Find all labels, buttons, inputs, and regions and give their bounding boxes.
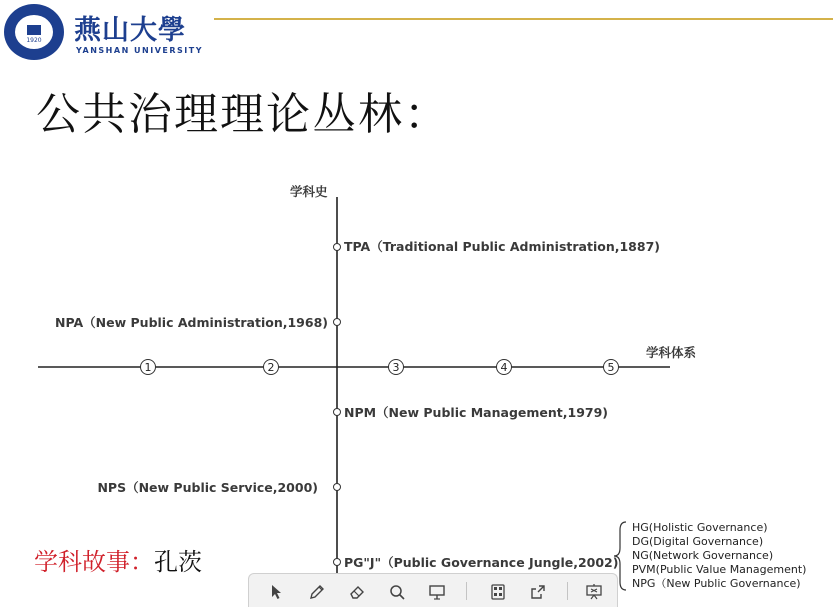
horizontal-axis-label: 学科体系 (646, 345, 697, 360)
npa-marker (334, 319, 341, 326)
entry-npm: NPM（New Public Management,1979) (344, 405, 609, 420)
brace-item-pvm: PVM(Public Value Management) (632, 563, 807, 576)
presentation-icon[interactable] (582, 580, 606, 604)
toolbar-separator (466, 582, 467, 600)
tick-1-label: 1 (144, 361, 152, 374)
tick-2 (264, 360, 279, 375)
npm-marker (334, 409, 341, 416)
tick-5-label: 5 (607, 361, 615, 374)
entry-tpa: TPA（Traditional Public Administration,1887) (344, 239, 660, 254)
brace-item-dg: DG(Digital Governance) (632, 535, 764, 548)
entry-npa: NPA（New Public Administration,1968) (55, 315, 328, 330)
pointer-icon[interactable] (265, 580, 289, 604)
story-label: 学科故事： (34, 548, 154, 576)
search-icon[interactable] (385, 580, 409, 604)
tick-3 (389, 360, 404, 375)
university-name-cn: 燕山大學 (74, 15, 186, 46)
tick-3-label: 3 (392, 361, 400, 374)
pgj-marker (334, 559, 341, 566)
vertical-axis-label: 学科史 (290, 184, 328, 199)
pen-icon[interactable] (305, 580, 329, 604)
story-name: 孔茨 (154, 548, 202, 576)
tpa-marker (334, 244, 341, 251)
brace-item-npg: NPG（New Public Governance) (632, 577, 801, 590)
tick-5 (604, 360, 619, 375)
tick-1 (141, 360, 156, 375)
seal-year: 1920 (26, 37, 42, 44)
brace-item-ng: NG(Network Governance) (632, 549, 774, 562)
entry-nps: NPS（New Public Service,2000) (97, 480, 318, 495)
share-icon[interactable] (526, 580, 550, 604)
nps-marker (334, 484, 341, 491)
presentation-toolbar (248, 573, 618, 607)
story-line (34, 542, 202, 577)
brace-item-hg: HG(Holistic Governance) (632, 521, 768, 534)
slide-title: 公共治理理论丛林： (36, 89, 450, 140)
qr-code-icon[interactable] (486, 580, 510, 604)
tick-4 (497, 360, 512, 375)
tick-2-label: 2 (267, 361, 275, 374)
toolbar-separator (567, 582, 568, 600)
eraser-icon[interactable] (345, 580, 369, 604)
university-name-en: YANSHAN UNIVERSITY (76, 46, 204, 55)
tick-4-label: 4 (500, 361, 508, 374)
whiteboard-icon[interactable] (425, 580, 449, 604)
entry-pgj: PG"J"（Public Governance Jungle,2002) (344, 555, 619, 570)
